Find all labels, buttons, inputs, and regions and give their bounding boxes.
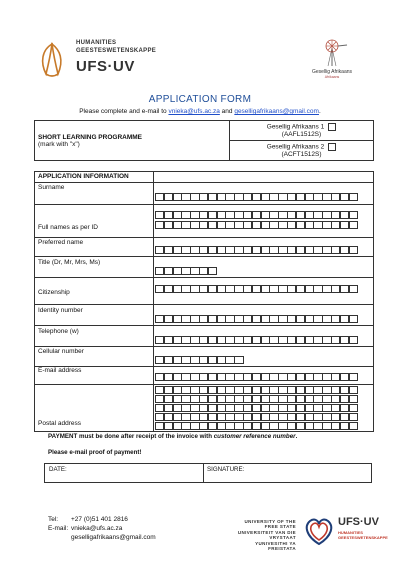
footer-email-1[interactable]: vnieka@ufs.ac.za xyxy=(71,525,123,532)
uni-line-2: FREE STATE xyxy=(264,524,296,530)
signature-box xyxy=(44,463,372,483)
id-number-label: Identity number xyxy=(38,307,83,314)
option-1-checkbox[interactable] xyxy=(328,123,336,131)
option-1-code: (AAFL1512S) xyxy=(281,131,322,138)
programme-option-1 xyxy=(230,121,374,141)
char-box[interactable] xyxy=(349,246,358,254)
form-title: APPLICATION FORM xyxy=(148,94,252,105)
title-row xyxy=(35,256,373,278)
char-box[interactable] xyxy=(349,395,358,403)
form-instruction xyxy=(0,108,400,115)
citizenship-row xyxy=(35,277,373,305)
programme-option-2 xyxy=(230,141,374,161)
postal-input-3[interactable] xyxy=(155,404,357,412)
char-box[interactable] xyxy=(349,193,358,201)
title-input[interactable] xyxy=(155,267,217,275)
postal-input-1[interactable] xyxy=(155,386,357,394)
char-box[interactable] xyxy=(349,221,358,229)
option-1-name: Gesellig Afrikaans 1 xyxy=(266,123,325,131)
email-row xyxy=(35,366,373,385)
char-box[interactable] xyxy=(349,285,358,293)
uni-line-4: VRYSTAAT xyxy=(269,535,296,541)
footer-tel-value: +27 (0)51 401 2816 xyxy=(71,516,128,523)
uni-line-5: YUNIVESITHI YA xyxy=(255,540,296,546)
telephone-row xyxy=(35,325,373,347)
option-2-name: Gesellig Afrikaans 2 xyxy=(266,143,325,151)
char-box[interactable] xyxy=(349,315,358,323)
info-heading: APPLICATION INFORMATION xyxy=(38,173,129,180)
ufs-humanities-logo-icon xyxy=(32,40,72,80)
id-number-row xyxy=(35,304,373,326)
citizenship-label: Citizenship xyxy=(38,289,70,296)
footer-tel-label: Tel: xyxy=(48,516,59,523)
instruction-suffix: . xyxy=(318,108,321,115)
cellular-input[interactable] xyxy=(155,356,243,364)
char-box[interactable] xyxy=(349,386,358,394)
title-label: Title (Dr, Mr, Mrs, Ms) xyxy=(38,259,101,266)
surname-input[interactable] xyxy=(155,193,357,201)
preferred-label: Preferred name xyxy=(38,239,84,246)
instruction-prefix: Please complete and e-mail to xyxy=(79,108,169,115)
application-info-table xyxy=(34,171,374,432)
footer-brand-sub-2: GEESTESWETENSKAPPE xyxy=(338,535,388,540)
university-name xyxy=(232,519,296,551)
footer-brand: UFS·UV xyxy=(338,516,379,528)
preferred-row xyxy=(35,237,373,257)
programme-table xyxy=(34,120,374,161)
full-names-label: Full names as per ID xyxy=(38,224,98,231)
footer-email-2[interactable]: geselligafrikaans@gmail.com xyxy=(71,534,156,541)
ufs-brand: UFS·UV xyxy=(76,58,135,75)
payment-note xyxy=(48,433,297,440)
cellular-label: Cellular number xyxy=(38,348,84,355)
uni-line-6: FREISTATA xyxy=(268,546,296,552)
full-names-row xyxy=(35,204,373,238)
signature-label: SIGNATURE: xyxy=(207,466,245,473)
payment-suffix: . xyxy=(295,433,298,440)
preferred-input[interactable] xyxy=(155,246,357,254)
uni-line-1: UNIVERSITY OF THE xyxy=(244,519,296,524)
programme-label-cell xyxy=(35,121,230,161)
char-box[interactable] xyxy=(208,267,217,275)
partner-sub: Afrikaans xyxy=(324,75,340,79)
ufs-heart-logo-icon xyxy=(302,514,336,548)
telephone-input[interactable] xyxy=(155,336,357,344)
postal-input-2[interactable] xyxy=(155,395,357,403)
surname-row xyxy=(35,182,373,205)
uni-line-3: UNIVERSITEIT VAN DIE xyxy=(237,529,296,535)
email-link-2[interactable]: geselligafrikaans@gmail.com xyxy=(234,108,319,115)
instruction-and: and xyxy=(219,108,235,115)
programme-label: SHORT LEARNING PROGRAMME xyxy=(38,133,142,141)
char-box[interactable] xyxy=(349,336,358,344)
full-names-input-1[interactable] xyxy=(155,211,357,219)
full-names-input-2[interactable] xyxy=(155,221,357,229)
footer-email-label: E-mail: xyxy=(48,525,69,532)
email-input[interactable] xyxy=(155,373,357,381)
surname-label: Surname xyxy=(38,184,65,191)
telephone-label: Telephone (w) xyxy=(38,328,79,335)
postal-label: Postal address xyxy=(38,420,81,427)
proof-note: Please e-mail proof of payment! xyxy=(48,449,142,456)
citizenship-input[interactable] xyxy=(155,285,357,293)
payment-prefix: PAYMENT must be done after receipt of the invoice with xyxy=(48,433,214,440)
cellular-row xyxy=(35,346,373,367)
char-box[interactable] xyxy=(349,413,358,421)
char-box[interactable] xyxy=(349,373,358,381)
postal-row xyxy=(35,384,373,432)
date-label: DATE: xyxy=(49,466,67,473)
id-number-input[interactable] xyxy=(155,315,357,323)
postal-input-5[interactable] xyxy=(155,422,357,430)
postal-input-4[interactable] xyxy=(155,413,357,421)
footer-brand-sub-1: HUMANITIES xyxy=(338,530,363,535)
char-box[interactable] xyxy=(349,422,358,430)
email-label: E-mail address xyxy=(38,367,82,374)
char-box[interactable] xyxy=(349,404,358,412)
payment-emph: customer reference number xyxy=(213,433,296,440)
option-2-checkbox[interactable] xyxy=(328,143,336,151)
faculty-name-en: HUMANITIES xyxy=(76,40,117,46)
char-box[interactable] xyxy=(349,211,358,219)
char-box[interactable] xyxy=(234,356,243,364)
windmill-logo-icon xyxy=(314,36,350,68)
option-2-code: (ACFT1512S) xyxy=(281,151,322,158)
partner-caption: Gesellig Afrikaans xyxy=(311,69,353,75)
faculty-name-af: GEESTESWETENSKAPPE xyxy=(76,48,157,54)
email-link-1[interactable]: vnieka@ufs.ac.za xyxy=(168,108,220,115)
programme-mark-hint: (mark with "x") xyxy=(38,140,80,148)
